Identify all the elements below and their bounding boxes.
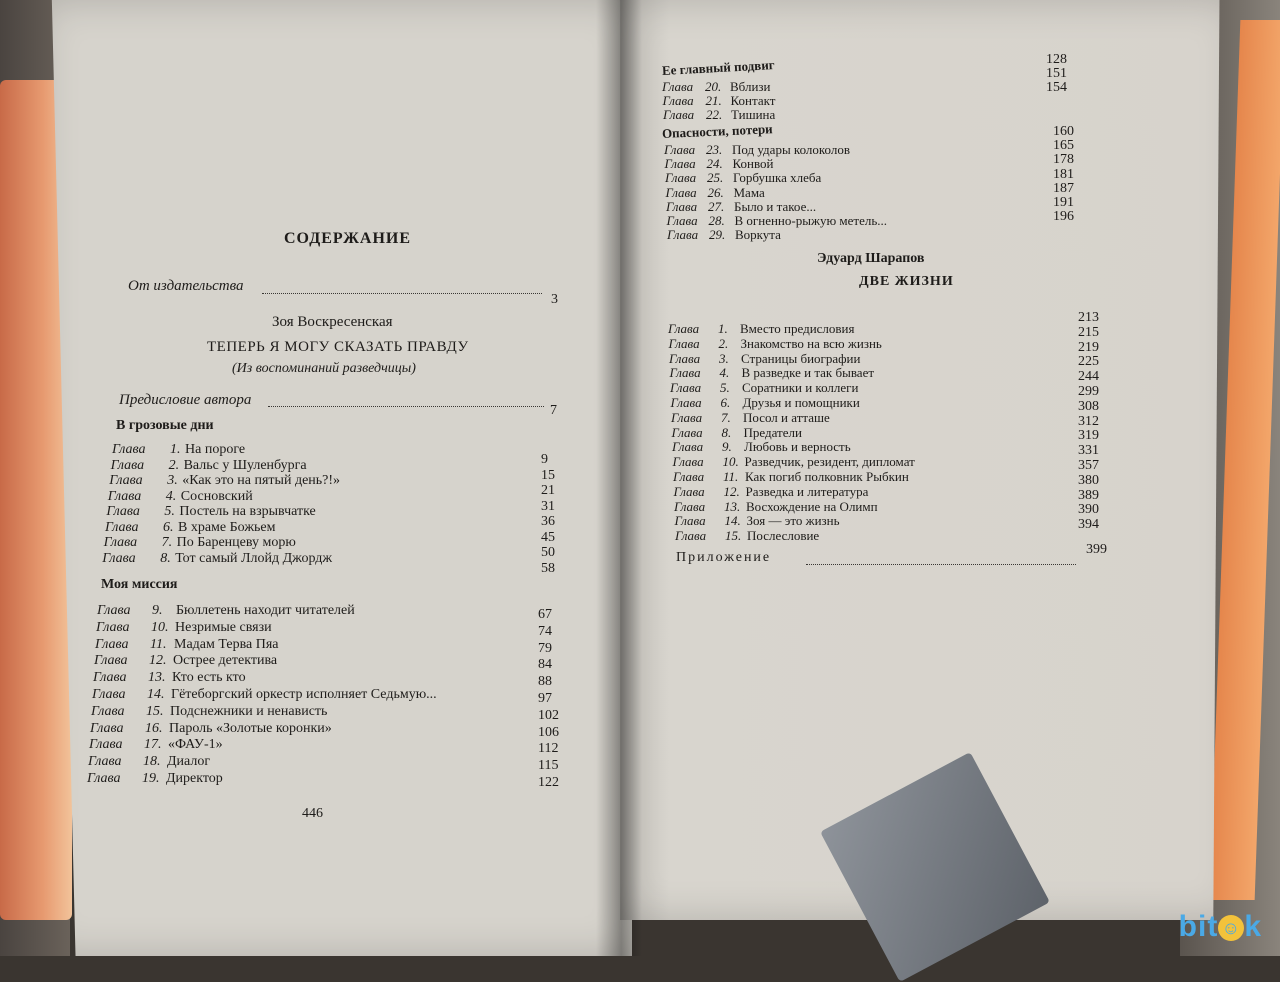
chapter-number: 1. — [718, 321, 728, 336]
chapter-label: Глава — [672, 439, 704, 455]
front-matter-title: От издательства — [128, 278, 244, 294]
chapter-page: 213 — [1078, 310, 1099, 325]
chapter-label: Глава — [92, 687, 126, 702]
chapter-page: 160 — [1053, 124, 1074, 139]
chapter-number: 3. — [167, 473, 178, 488]
chapter-label: Глава — [87, 771, 121, 786]
chapter-number: 26. — [707, 184, 724, 200]
chapter-page: 219 — [1078, 339, 1099, 355]
chapter-title: «Как это на пятый день?!» — [182, 473, 341, 488]
chapter-page: 165 — [1053, 138, 1074, 154]
chapter-page: 79 — [538, 640, 552, 656]
chapter-label: Глава — [674, 498, 706, 514]
chapter-page: 115 — [538, 758, 559, 774]
author2-name: Эдуард Шарапов — [817, 251, 925, 266]
watermark-logo: bit ☺ k — [1178, 910, 1262, 943]
chapter-title: Послесловие — [747, 528, 820, 544]
chapter-label: Глава — [90, 720, 124, 736]
work-title: ТЕПЕРЬ Я МОГУ СКАЗАТЬ ПРАВДУ — [207, 339, 469, 355]
chapter-title: Незримые связи — [175, 619, 272, 635]
chapter-label: Глава — [102, 550, 136, 566]
chapter-page: 106 — [538, 724, 559, 740]
chapter-page: 191 — [1053, 195, 1074, 210]
chapter-label: Глава — [110, 457, 145, 473]
chapter-number: 3. — [719, 350, 729, 366]
chapter-title: Воркута — [735, 227, 781, 243]
chapter-number: 10. — [722, 454, 739, 470]
chapter-title: Знакомство на всю жизнь — [740, 335, 882, 351]
chapter-number: 14. — [147, 687, 165, 702]
chapter-number: 9. — [722, 439, 732, 455]
chapter-label: Глава — [668, 321, 700, 336]
chapter-number: 13. — [724, 498, 741, 514]
chapter-number: 7. — [721, 409, 731, 425]
section-title-2: Моя миссия — [101, 577, 178, 592]
chapter-page: 308 — [1078, 398, 1099, 414]
chapter-page: 357 — [1078, 458, 1099, 473]
chapter-label: Глава — [665, 170, 697, 186]
chapter-label: Глава — [97, 603, 131, 618]
chapter-page: 331 — [1078, 443, 1099, 459]
chapter-number: 10. — [151, 619, 169, 635]
chapter-label: Глава — [109, 473, 143, 488]
chapter-title: Страницы биографии — [741, 350, 861, 366]
chapter-number: 13. — [148, 670, 166, 686]
chapter-page: 15 — [541, 467, 555, 483]
chapter-title: Вместо предисловия — [740, 321, 855, 336]
chapter-label: Глава — [106, 504, 140, 519]
chapter-title: На пороге — [185, 442, 246, 457]
chapter-label: Глава — [105, 519, 139, 535]
author-name: Зоя Воскресенская — [272, 314, 393, 330]
chapter-label: Глава — [675, 528, 707, 544]
chapter-label: Глава — [88, 754, 122, 770]
chapter-page: 178 — [1053, 152, 1074, 168]
chapter-page: 394 — [1078, 517, 1099, 533]
chapter-label: Глава — [666, 213, 698, 228]
chapter-title: Кто есть кто — [172, 670, 246, 686]
chapter-label: Глава — [112, 442, 146, 457]
chapter-label: Глава — [673, 483, 705, 499]
chapter-label: Глава — [673, 469, 705, 484]
chapter-title: Разведчик, резидент, дипломат — [744, 454, 915, 470]
chapter-title: Вальс у Шуленбурга — [183, 457, 307, 473]
chapter-label: Глава — [103, 535, 138, 550]
chapter-page: 299 — [1078, 384, 1099, 399]
chapter-page: 36 — [541, 514, 555, 529]
chapter-number: 23. — [706, 142, 723, 157]
chapter-title: В храме Божьем — [178, 519, 276, 535]
section-title-1: В грозовые дни — [116, 418, 214, 433]
book-gutter — [596, 0, 642, 956]
chapter-page: 319 — [1078, 428, 1099, 444]
chapter-number: 18. — [143, 754, 161, 770]
chapter-title: Сосновский — [180, 488, 253, 504]
page-number: 446 — [302, 806, 323, 821]
chapter-label: Глава — [667, 227, 699, 243]
chapter-title: Тот самый Ллойд Джордж — [175, 550, 333, 566]
chapter-number: 7. — [161, 535, 173, 550]
chapter-label: Глава — [669, 365, 701, 381]
chapter-title: Друзья и помощники — [742, 395, 860, 410]
chapter-label: Глава — [666, 198, 698, 214]
chapter-title: В огненно-рыжую метель... — [734, 213, 888, 228]
chapter-page: 380 — [1078, 472, 1099, 488]
chapter-title: Зоя — это жизнь — [746, 513, 840, 529]
chapter-label: Глава — [670, 380, 702, 396]
chapter-page: 50 — [541, 545, 555, 560]
chapter-page: 84 — [538, 657, 552, 673]
chapter-number: 24. — [706, 156, 723, 172]
chapter-label: Глава — [668, 335, 700, 351]
front-matter-page: 3 — [551, 292, 558, 307]
preface-page: 7 — [550, 403, 557, 418]
chapter-number: 20. — [705, 79, 722, 94]
chapter-title: Разведка и литература — [745, 483, 869, 499]
chapter-number: 6. — [163, 519, 174, 535]
section-title-3: Ее главный подвиг — [661, 57, 775, 78]
chapter-label: Глава — [674, 513, 706, 529]
chapter-title: Предатели — [743, 424, 802, 440]
chapter-number: 29. — [709, 227, 726, 243]
chapter-title: Горбушка хлеба — [733, 170, 822, 186]
work2-title: ДВЕ ЖИЗНИ — [859, 274, 954, 289]
chapter-page: 312 — [1078, 413, 1099, 429]
chapter-number: 1. — [170, 442, 181, 457]
chapter-page: 244 — [1078, 369, 1099, 385]
chapter-title: Гётеборгский оркестр исполняет Седьмую... — [171, 687, 437, 702]
chapter-number: 4. — [165, 488, 177, 504]
chapter-title: Соратники и коллеги — [742, 380, 859, 396]
chapter-title: В разведке и так бывает — [741, 365, 875, 381]
chapter-page: 390 — [1078, 502, 1099, 518]
chapter-number: 11. — [150, 636, 167, 652]
chapter-title: Постель на взрывчатке — [179, 504, 316, 519]
chapter-title: Мадам Терва Пяа — [174, 636, 279, 652]
chapter-number: 17. — [144, 737, 162, 753]
front-matter-leader — [262, 293, 542, 294]
chapter-page: 122 — [538, 775, 559, 790]
chapter-label: Глава — [670, 395, 702, 410]
chapter-number: 25. — [707, 170, 724, 186]
chapter-page: 45 — [541, 529, 555, 545]
chapter-title: «ФАУ-1» — [168, 737, 223, 753]
chapter-number: 12. — [723, 483, 740, 499]
chapter-number: 12. — [149, 653, 167, 669]
chapter-page: 154 — [1046, 80, 1067, 95]
chapter-label: Глава — [662, 79, 694, 94]
chapter-title: Восхождение на Олимп — [746, 498, 878, 514]
chapter-number: 8. — [721, 424, 732, 440]
chapter-number: 19. — [142, 771, 160, 786]
chapter-page: 21 — [541, 483, 555, 498]
chapter-page: 196 — [1053, 209, 1074, 225]
chapter-number: 15. — [725, 528, 742, 544]
chapter-number: 15. — [146, 703, 164, 719]
chapter-label: Глава — [662, 93, 694, 108]
chapter-page: 225 — [1078, 354, 1099, 370]
chapter-page: 389 — [1078, 487, 1099, 503]
chapter-title: Любовь и верность — [744, 439, 851, 455]
chapter-label: Глава — [93, 670, 127, 686]
chapter-page: 58 — [541, 560, 555, 576]
chapter-number: 2. — [718, 335, 729, 351]
chapter-title: Тишина — [731, 107, 776, 122]
chapter-number: 4. — [719, 365, 730, 381]
preface-title: Предисловие автора — [119, 392, 252, 408]
chapter-page: 102 — [538, 707, 559, 723]
section-title-4: Опасности, потери — [661, 121, 773, 141]
chapter-title: Директор — [166, 771, 223, 786]
chapter-title: Диалог — [167, 754, 211, 770]
chapter-page: 112 — [538, 741, 559, 757]
chapter-title: По Баренцеву морю — [176, 535, 296, 550]
chapter-number: 9. — [152, 603, 163, 618]
chapter-title: Как погиб полковник Рыбкин — [745, 469, 909, 484]
chapter-label: Глава — [95, 636, 129, 652]
work-subtitle: (Из воспоминаний разведчицы) — [232, 361, 416, 376]
chapter-label: Глава — [672, 454, 704, 470]
chapter-label: Глава — [669, 350, 701, 366]
chapter-number: 28. — [708, 213, 725, 228]
chapter-number: 8. — [160, 550, 171, 566]
preface-leader — [268, 406, 544, 407]
chapter-label: Глава — [96, 619, 130, 635]
chapter-page: 151 — [1046, 66, 1067, 81]
chapter-label: Глава — [91, 703, 125, 719]
chapter-label: Глава — [94, 653, 128, 669]
chapter-title: Посол и атташе — [743, 409, 830, 425]
chapter-page: 187 — [1053, 180, 1074, 196]
chapter-page: 31 — [541, 498, 555, 514]
chapter-title: Мама — [733, 184, 765, 200]
chapter-label: Глава — [665, 184, 697, 200]
chapter-label: Глава — [89, 737, 123, 753]
chapter-number: 16. — [145, 720, 163, 736]
chapter-page: 128 — [1046, 52, 1067, 67]
appendix-title: Приложение — [676, 550, 772, 565]
chapter-number: 14. — [724, 513, 741, 529]
chapter-label: Глава — [664, 156, 696, 172]
chapter-title: Контакт — [730, 93, 776, 108]
chapter-label: Глава — [663, 107, 695, 122]
chapter-title: Пароль «Золотые коронки» — [169, 720, 332, 736]
chapter-page: 88 — [538, 674, 552, 690]
chapter-number: 5. — [164, 504, 175, 519]
chapter-title: Острее детектива — [173, 653, 278, 669]
chapter-number: 6. — [720, 395, 731, 410]
chapter-page: 215 — [1078, 324, 1099, 340]
chapter-label: Глава — [671, 409, 703, 425]
chapter-label: Глава — [671, 424, 703, 440]
chapter-number: 5. — [720, 380, 730, 396]
chapter-number: 2. — [168, 457, 180, 473]
chapter-title: Подснежники и ненависть — [170, 703, 328, 719]
appendix-leader — [806, 564, 1076, 565]
chapter-number: 27. — [708, 198, 725, 214]
appendix-page: 399 — [1086, 542, 1107, 557]
chapter-page: 97 — [538, 691, 552, 706]
chapter-title: Конвой — [732, 156, 774, 172]
chapter-number: 11. — [723, 469, 739, 484]
chapter-label: Глава — [107, 488, 142, 504]
chapter-title: Было и такое... — [734, 198, 817, 214]
chapter-number: 22. — [706, 107, 723, 122]
chapter-title: Бюллетень находит читателей — [176, 603, 355, 618]
chapter-title: Под удары колоколов — [732, 142, 851, 157]
chapter-number: 21. — [705, 93, 722, 108]
chapter-page: 74 — [538, 623, 552, 639]
chapter-label: Глава — [664, 142, 696, 157]
chapter-page: 67 — [538, 607, 552, 622]
chapter-page: 9 — [541, 452, 548, 467]
chapter-page: 181 — [1053, 166, 1074, 182]
chapter-title: Вблизи — [730, 79, 771, 94]
contents-title: СОДЕРЖАНИЕ — [284, 230, 412, 247]
